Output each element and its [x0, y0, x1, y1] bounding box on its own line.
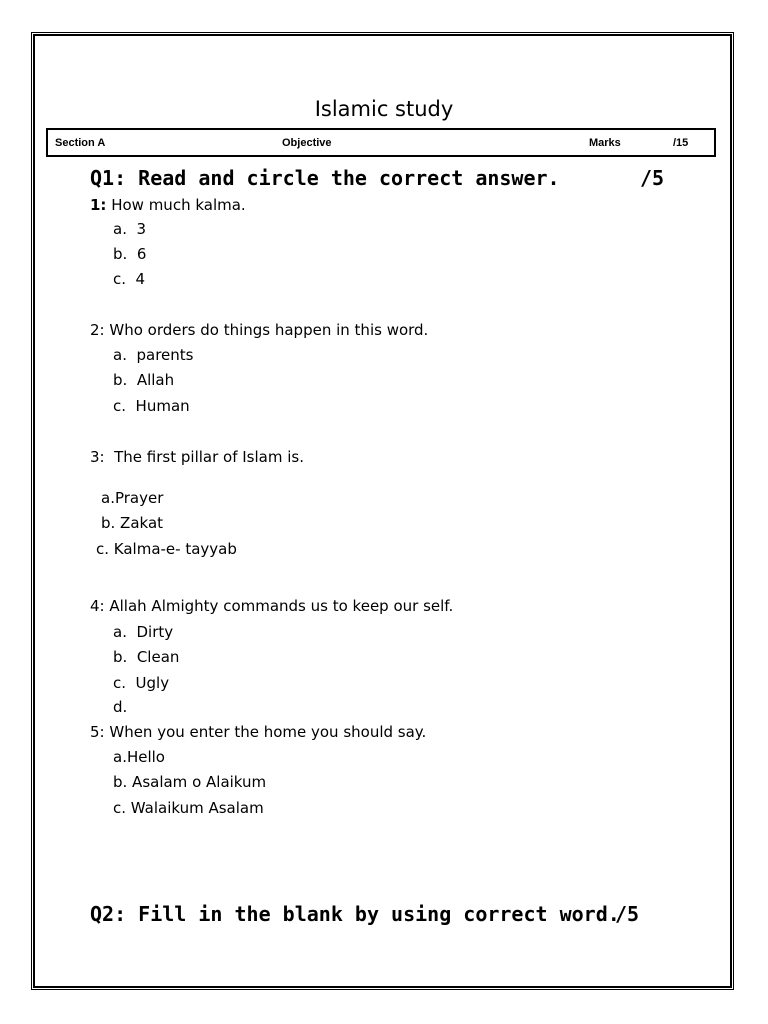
question-3: 3: The first pillar of Islam is.: [90, 448, 304, 466]
q2-marks: /5: [615, 902, 640, 926]
section-label: Section A: [55, 137, 106, 149]
q4-option-d: d.: [113, 698, 128, 716]
q1-heading: Q1: Read and circle the correct answer.: [90, 166, 560, 190]
q3-option-a: a.Prayer: [101, 489, 164, 507]
question-5: 5: When you enter the home you should say.: [90, 723, 427, 741]
question-1-text: How much kalma.: [106, 196, 246, 214]
q1-option-c: c. 4: [113, 270, 146, 288]
section-header-bar: [46, 128, 716, 157]
q1-marks: /5: [640, 166, 665, 190]
q5-option-c: c. Walaikum Asalam: [113, 799, 264, 817]
q3-option-b: b. Zakat: [101, 514, 164, 532]
section-type: Objective: [282, 137, 332, 149]
marks-label: Marks: [589, 137, 621, 149]
q4-option-a: a. Dirty: [113, 623, 174, 641]
question-2: 2: Who orders do things happen in this word.: [90, 321, 429, 339]
question-1: [90, 196, 246, 214]
q3-option-c: c. Kalma-e- tayyab: [96, 540, 237, 558]
q2-heading: Q2: Fill in the blank by using correct word.: [90, 902, 620, 926]
q2-option-b: b. Allah: [113, 371, 175, 389]
q2-option-c: c. Human: [113, 397, 190, 415]
q5-option-a: a.Hello: [113, 748, 165, 766]
question-1-number: 1:: [90, 196, 107, 214]
q4-option-b: b. Clean: [113, 648, 180, 666]
marks-total: /15: [673, 137, 689, 149]
q1-option-b: b. 6: [113, 245, 147, 263]
q5-option-b: b. Asalam o Alaikum: [113, 773, 267, 791]
q4-option-c: c. Ugly: [113, 674, 170, 692]
page-title: Islamic study: [314, 97, 454, 121]
q1-option-a: a. 3: [113, 220, 147, 238]
question-4: 4: Allah Almighty commands us to keep our self.: [90, 597, 454, 615]
q2-option-a: a. parents: [113, 346, 194, 364]
